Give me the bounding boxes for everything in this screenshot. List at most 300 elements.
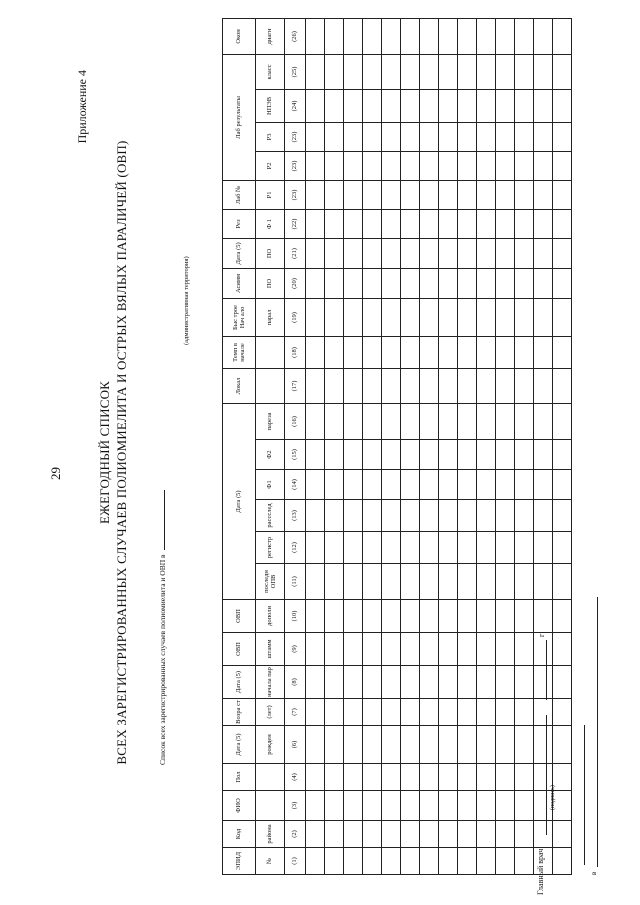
table-cell [401,209,420,238]
table-cell [458,336,477,368]
table-cell [439,89,458,122]
hdr-npev: НПЭВ [256,89,285,122]
table-cell [401,54,420,89]
table-cell [534,368,553,403]
table-cell [439,532,458,564]
table-cell [382,666,401,699]
table-cell [553,470,572,500]
table-row [458,18,477,874]
table-cell [401,122,420,151]
table-cell [477,764,496,791]
table-cell [344,440,363,470]
table-cell [325,848,344,875]
table-cell [325,180,344,209]
table-cell [420,821,439,848]
table-cell [496,403,515,439]
table-cell [382,600,401,633]
table-cell [382,440,401,470]
hdr-paresis: пареза [256,403,285,439]
table-row [534,18,553,874]
table-cell [325,791,344,821]
table-cell [458,532,477,564]
table-cell [439,336,458,368]
table-cell [515,564,534,600]
table-cell [439,764,458,791]
date-line [584,725,585,865]
table-cell [458,848,477,875]
table-cell [420,122,439,151]
table-cell [382,821,401,848]
table-cell [515,18,534,54]
table-cell [477,238,496,268]
year-line [546,640,547,700]
table-cell [363,54,382,89]
table-cell [325,500,344,532]
table-cell [344,848,363,875]
table-cell [477,470,496,500]
table-cell [534,532,553,564]
table-cell [401,848,420,875]
table-cell [401,666,420,699]
header-row-2 [256,18,285,874]
table-cell [382,726,401,764]
table-cell [439,500,458,532]
col-number: (14) [285,470,306,500]
col-number: (22) [285,209,306,238]
table-cell [496,298,515,336]
table-cell [401,298,420,336]
territory-fill-line [164,490,165,550]
table-cell [306,151,325,180]
table-cell [534,666,553,699]
hdr-fio-blank [256,791,285,821]
hdr-final: Окон [223,18,256,54]
table-cell [439,564,458,600]
table-row [382,18,401,874]
table-cell [534,564,553,600]
table-cell [420,336,439,368]
table-cell [477,699,496,726]
table-cell [325,470,344,500]
table-cell [553,268,572,298]
col-number: (20) [285,268,306,298]
table-cell [534,151,553,180]
table-cell [458,89,477,122]
hdr-p1: Р1 [256,180,285,209]
table-cell [306,268,325,298]
table-cell [515,633,534,666]
table-cell [420,298,439,336]
hdr-ovp-strain: ОВП [223,633,256,666]
table-cell [496,633,515,666]
table-cell [477,500,496,532]
table-cell [496,238,515,268]
table-cell [496,666,515,699]
table-row [325,18,344,874]
table-cell [553,180,572,209]
table-cell [515,699,534,726]
hdr-classification: класс [256,54,285,89]
table-cell [439,209,458,238]
table-cell [515,268,534,298]
table-cell [306,791,325,821]
table-cell [534,122,553,151]
table-cell [477,564,496,600]
table-cell [306,440,325,470]
table-cell [515,726,534,764]
table-cell [401,403,420,439]
table-cell [401,268,420,298]
table-cell [325,151,344,180]
table-cell [534,403,553,439]
table-cell [553,848,572,875]
hdr-registration: регистр [256,532,285,564]
col-number: (18) [285,336,306,368]
col-number: (7) [285,699,306,726]
table-cell [401,564,420,600]
table-cell [420,500,439,532]
table-cell [458,151,477,180]
table-cell [420,18,439,54]
col-number: (23) [285,180,306,209]
table-cell [553,699,572,726]
table-cell [325,440,344,470]
hdr-diagnosis: диагн [256,18,285,54]
table-cell [306,54,325,89]
table-cell [382,209,401,238]
table-cell [382,791,401,821]
col-number: (2) [285,821,306,848]
year-suffix: г [537,633,546,637]
table-cell [458,368,477,403]
table-cell [325,368,344,403]
table-cell [363,209,382,238]
table-cell [515,122,534,151]
table-cell [534,180,553,209]
table-cell [401,600,420,633]
table-cell [553,54,572,89]
table-cell [439,633,458,666]
hdr-dates-group: Дата (5) [223,403,256,599]
table-cell [306,298,325,336]
signature-line [546,715,547,835]
hdr-ovp-extra: ОВП [223,600,256,633]
table-cell [496,151,515,180]
table-cell [401,336,420,368]
table-cell [420,532,439,564]
table-cell [344,209,363,238]
col-number: (11) [285,564,306,600]
hdr-last-opv: последн ОПВ [256,564,285,600]
table-cell [306,403,325,439]
table-cell [401,500,420,532]
table-cell [325,726,344,764]
table-cell [553,18,572,54]
table-cell [553,500,572,532]
table-cell [458,122,477,151]
col-number: (8) [285,666,306,699]
table-cell [306,633,325,666]
table-cell [382,500,401,532]
table-cell [515,368,534,403]
table-cell [306,89,325,122]
hdr-po: ПО [256,268,285,298]
table-cell [401,151,420,180]
col-number: (12) [285,532,306,564]
table-cell [325,403,344,439]
table-cell [363,298,382,336]
table-cell [534,336,553,368]
table-cell [401,238,420,268]
table-cell [439,18,458,54]
hdr-years: (лет) [256,699,285,726]
col-number: (16) [285,403,306,439]
hdr-fio: ФИО [223,791,256,821]
table-cell [344,151,363,180]
table-cell [363,791,382,821]
table-cell [477,54,496,89]
table-cell [382,532,401,564]
table-cell [477,180,496,209]
table-cell [363,564,382,600]
table-cell [458,500,477,532]
table-cell [439,298,458,336]
table-cell [344,791,363,821]
hdr-po-2: ПО [256,238,285,268]
table-cell [306,821,325,848]
table-cell [306,600,325,633]
table-cell [496,336,515,368]
table-cell [344,403,363,439]
table-cell [477,791,496,821]
table-cell [363,666,382,699]
table-cell [344,699,363,726]
table-cell [534,470,553,500]
table-cell [439,821,458,848]
table-cell [515,500,534,532]
table-cell [382,89,401,122]
hdr-sex: Пол [223,764,256,791]
table-cell [477,122,496,151]
table-cell [439,791,458,821]
hdr-birth-date: Дата (5) [223,726,256,764]
col-number: (15) [285,440,306,470]
table-cell [496,600,515,633]
hdr-district: района [256,821,285,848]
table-cell [439,848,458,875]
col-number: (17) [285,368,306,403]
table-cell [401,89,420,122]
table-cell [515,54,534,89]
table-cell [382,18,401,54]
table-cell [325,633,344,666]
col-number: (1) [285,848,306,875]
table-cell [344,298,363,336]
table-cell [515,791,534,821]
hdr-paralysis: парал [256,298,285,336]
page-number: 29 [48,467,63,480]
table-cell [344,764,363,791]
table-cell [477,151,496,180]
table-cell [515,470,534,500]
table-cell [534,238,553,268]
table-cell [477,440,496,470]
col-number: (6) [285,726,306,764]
table-cell [325,18,344,54]
table-cell [439,666,458,699]
table-cell [363,470,382,500]
table-row [553,18,572,874]
table-cell [439,54,458,89]
table-cell [420,368,439,403]
table-cell [325,298,344,336]
table-cell [477,726,496,764]
table-cell [477,89,496,122]
table-cell [496,18,515,54]
table-cell [534,600,553,633]
table-row [496,18,515,874]
table-cell [306,564,325,600]
table-cell [306,699,325,726]
table-cell [344,666,363,699]
table-cell [496,764,515,791]
table-cell [344,180,363,209]
table-row [363,18,382,874]
table-cell [534,18,553,54]
table-cell [439,600,458,633]
table-cell [325,238,344,268]
hdr-epid: ЭПИД [223,848,256,875]
col-number: (9) [285,633,306,666]
table-cell [458,209,477,238]
appendix-label: Приложение 4 [75,70,89,144]
table-cell [553,633,572,666]
table-cell [439,403,458,439]
table-cell [363,180,382,209]
table-cell [515,298,534,336]
table-cell [515,532,534,564]
table-cell [363,336,382,368]
table-cell [382,238,401,268]
table-cell [477,368,496,403]
table-cell [344,368,363,403]
table-cell [306,238,325,268]
table-cell [363,89,382,122]
hdr-rapid-blank [256,336,285,368]
table-cell [496,440,515,470]
table-cell [401,180,420,209]
table-cell [363,403,382,439]
table-cell [306,666,325,699]
table-cell [382,336,401,368]
hdr-no: № [256,848,285,875]
hdr-age: Возра ст [223,699,256,726]
table-cell [477,821,496,848]
table-cell [515,151,534,180]
table-cell [344,238,363,268]
table-cell [553,726,572,764]
table-cell [496,122,515,151]
hdr-f2: Ф2 [256,440,285,470]
table-cell [458,600,477,633]
table-cell [344,54,363,89]
table-cell [553,440,572,470]
table-cell [534,89,553,122]
table-cell [401,764,420,791]
table-cell [344,18,363,54]
table-cell [401,821,420,848]
table-cell [458,470,477,500]
table-row [344,18,363,874]
table-cell [458,18,477,54]
hdr-p2: Р2 [256,151,285,180]
table-cell [553,564,572,600]
hdr-lab-results: Лаб результаты [223,54,256,180]
table-cell [515,848,534,875]
col-number: (24) [285,89,306,122]
table-cell [534,633,553,666]
table-cell [496,470,515,500]
hdr-asymmetry: Асимм [223,268,256,298]
table-cell [439,122,458,151]
table-cell [401,699,420,726]
table-cell [401,368,420,403]
table-body [306,18,572,874]
table-cell [344,726,363,764]
hdr-paralysis-onset: начала пар [256,666,285,699]
table-cell [458,699,477,726]
table-cell [382,122,401,151]
table-cell [534,821,553,848]
table-cell [553,336,572,368]
table-cell [515,180,534,209]
table-cell [553,532,572,564]
table-cell [515,238,534,268]
table-cell [439,699,458,726]
table-cell [325,268,344,298]
list-line-text: Список всех зарегистрированных случаев полиомиелита и ОВП в [158,554,167,765]
table-cell [363,268,382,298]
hdr-onset-date: Дата (5) [223,666,256,699]
table-cell [325,821,344,848]
table-cell [401,440,420,470]
table-cell [553,209,572,238]
table-cell [325,666,344,699]
table-cell [344,470,363,500]
table-cell [382,268,401,298]
table-cell [325,54,344,89]
table-cell [553,238,572,268]
table-cell [401,633,420,666]
table-cell [458,564,477,600]
table-cell [363,848,382,875]
col-number: (13) [285,500,306,532]
table-cell [382,54,401,89]
table-row [439,18,458,874]
table-cell [420,666,439,699]
table-cell [420,89,439,122]
table-cell [306,764,325,791]
table-cell [496,699,515,726]
table-cell [325,209,344,238]
hdr-temperature: Темп в начале [223,336,256,368]
table-cell [363,764,382,791]
table-row [420,18,439,874]
table-cell [363,122,382,151]
table-cell [306,122,325,151]
table-cell [325,699,344,726]
table-cell [515,403,534,439]
